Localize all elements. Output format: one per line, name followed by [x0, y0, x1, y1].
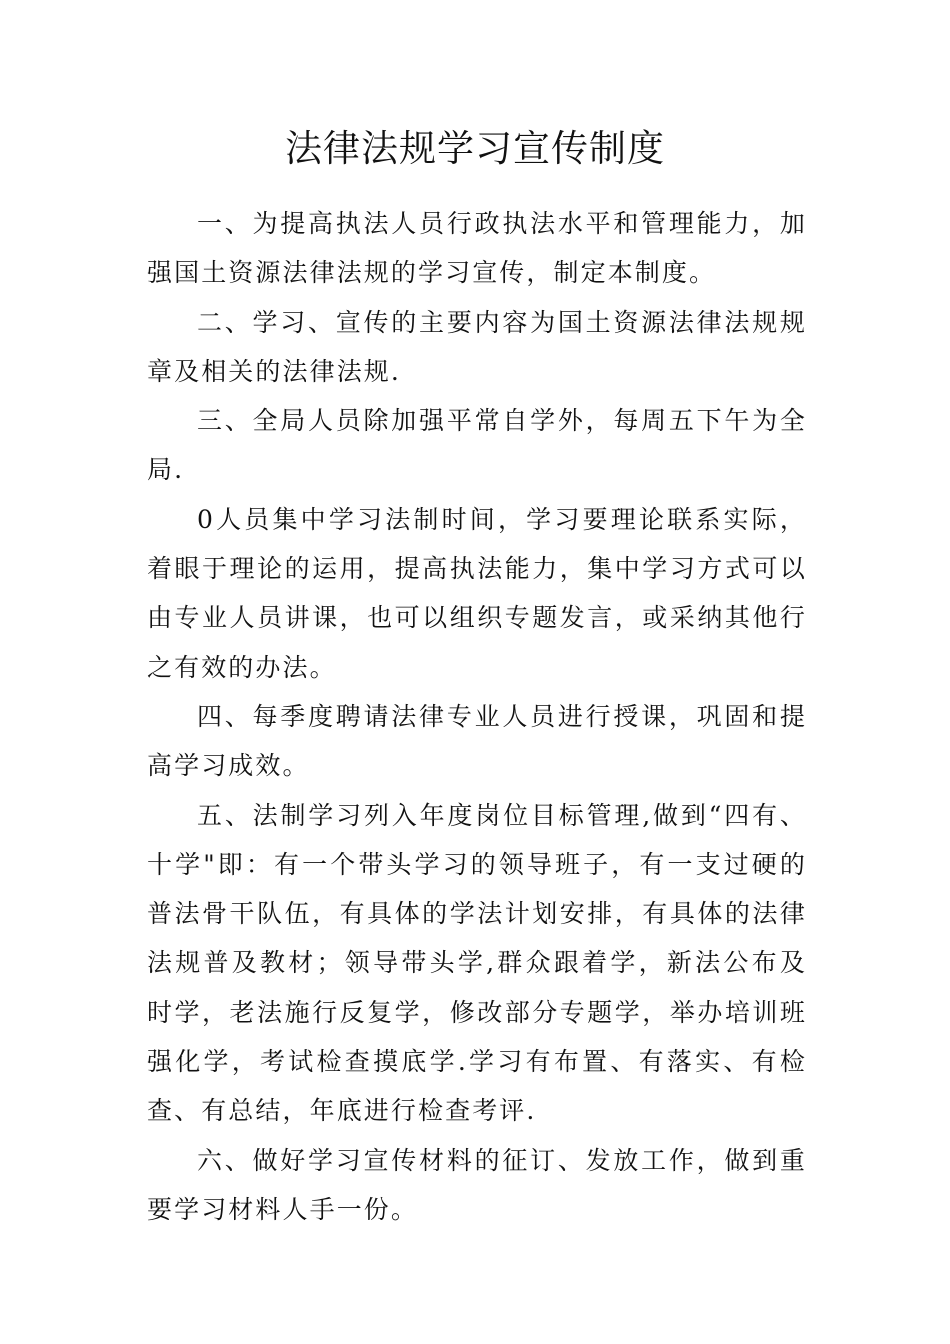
document-body: [147, 199, 807, 1234]
paragraph-5: 四、每季度聘请法律专业人员进行授课，巩固和提高学习成效。: [147, 701, 807, 781]
paragraph-2: 二、学习、宣传的主要内容为国土资源法律法规规章及相关的法律法规.: [147, 307, 807, 386]
paragraph-4: 0人员集中学习法制时间，学习要理论联系实际，着眼于理论的运用，提高执法能力，集中学习方式可以由专业人员讲课，也可以组织专题发言，或采纳其他行之有效的办法。: [147, 504, 807, 682]
document-title: 法律法规学习宣传制度: [285, 127, 665, 170]
paragraph-7: 六、做好学习宣传材料的征订、发放工作，做到重要学习材料人手一份。: [147, 1145, 807, 1224]
paragraph-6: 五、法制学习列入年度岗位目标管理,做到“四有、十学"即：有一个带头学习的领导班子，有一支过硬的普法骨干队伍，有具体的学法计划安排，有具体的法律法规普及教材；领导带头学,群众跟着学，新法公布及时学，老法施行反复学，修改部分专题学，举办培训班强化学，考试检查摸底学.学习有布置、有落实、有检查、有总结，年底进行检查考评.: [147, 800, 807, 1126]
paragraph-1: 一、为提高执法人员行政执法水平和管理能力，加强国土资源法律法规的学习宣传，制定本制度。: [147, 209, 807, 288]
paragraph-3: 三、全局人员除加强平常自学外，每周五下午为全局.: [147, 406, 807, 485]
